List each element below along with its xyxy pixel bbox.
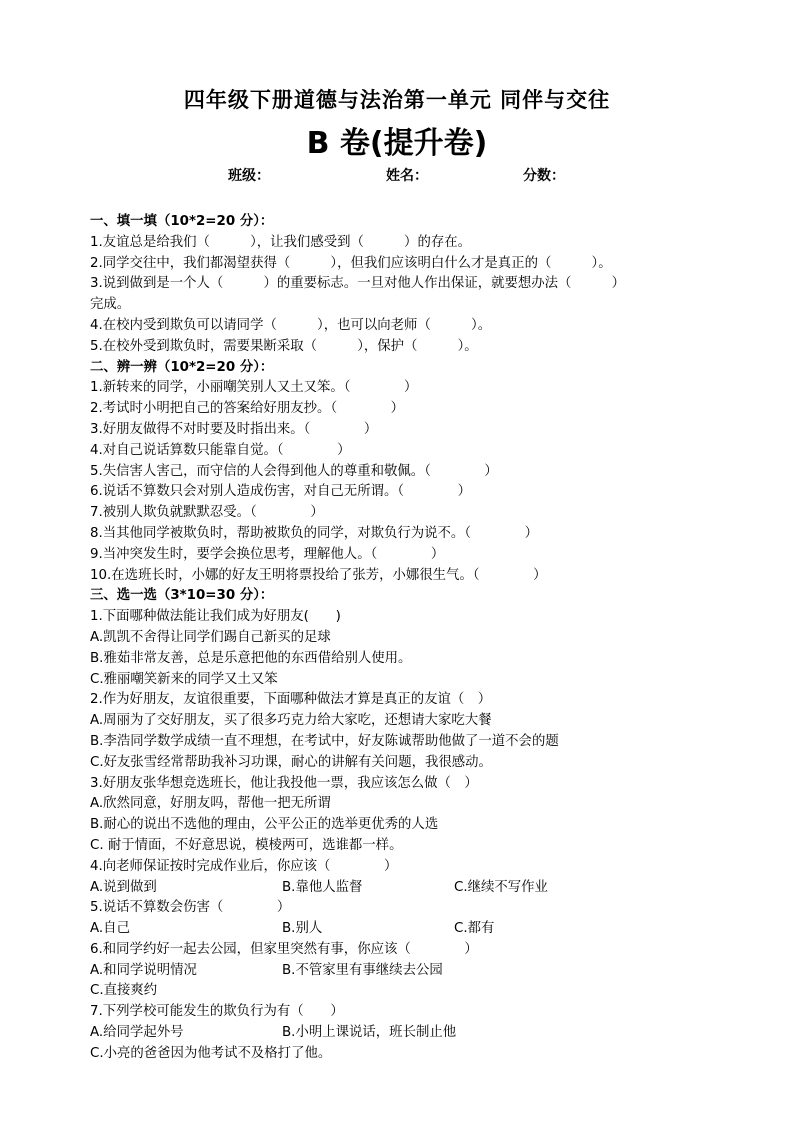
choice-option: A.欣然同意，好朋友吗，帮他一把无所谓 [90,796,331,812]
fill-question: 2.同学交往中，我们都渴望获得（ ），但我们应该明白什么才是真正的（ ）。 [90,255,612,271]
choice-option: C.直接爽约 [90,983,158,999]
judge-question: 1.新转来的同学，小丽嘲笑别人又土又笨。（ ） [90,380,418,396]
choice-question: 2.作为好朋友，友谊很重要，下面哪种做法才算是真正的友谊（ ） [90,692,492,708]
choice-question: 5.说话不算数会伤害（ ） [90,900,291,916]
choice-option: B.小明上课说话，班长制止他 [282,1025,457,1041]
judge-question: 2.考试时小明把自己的答案给好朋友抄。（ ） [90,401,405,417]
choice-option: A.周丽为了交好朋友，买了很多巧克力给大家吃，还想请大家吃大餐 [90,713,492,729]
judge-question: 6.说话不算数只会对别人造成伤害，对自己无所谓。（ ） [90,484,472,500]
choice-question: 4.向老师保证按时完成作业后，你应该（ ） [90,858,398,874]
choice-option: C.继续不写作业 [454,879,548,895]
page-title: 四年级下册道德与法治第一单元 同伴与交往 [183,87,611,112]
choice-question: 6.和同学约好一起去公园，但家里突然有事，你应该（ ） [90,941,478,957]
judge-question: 7.被别人欺负就默默忍受。（ ） [90,505,324,521]
choice-option: B.靠他人监督 [282,879,363,895]
section-heading-choice: 三、选一选（3*10=30 分）： [90,588,274,604]
fill-question: 3.说到做到是一个人（ ）的重要标志。一旦对他人作出保证，就要想办法（ ） [90,276,626,292]
choice-options-row [90,1023,730,1044]
choice-option: A.自己 [90,921,130,937]
fill-question: 5.在校外受到欺负时，需要果断采取（ ），保护（ ）。 [90,338,478,354]
choice-option: B.别人 [282,921,323,937]
choice-option: A.给同学起外号 [90,1025,184,1041]
choice-question: 1.下面哪种做法能让我们成为好朋友( ) [90,609,341,625]
choice-option: B.李浩同学数学成绩一直不理想，在考试中，好友陈诚帮助他做了一道不会的题 [90,733,559,749]
choice-options-row [90,961,730,982]
choice-option: B.雅茹非常友善，总是乐意把他的东西借给别人使用。 [90,650,412,666]
choice-options-row [90,919,730,940]
choice-option: C.好友张雪经常帮助我补习功课，耐心的讲解有关问题，我很感动。 [90,754,492,770]
choice-question: 3.好朋友张华想竞选班长，他让我投他一票，我应该怎么做（ ） [90,775,478,791]
judge-question: 9.当冲突发生时，要学会换位思考，理解他人。（ ） [90,546,445,562]
choice-option: A.凯凯不舍得让同学们踢自己新买的足球 [90,629,331,645]
section-heading-fill: 一、填一填（10*2=20 分）： [90,214,274,229]
section-heading-judge: 二、辨一辨（10*2=20 分）： [90,359,274,375]
choice-option: B.耐心的说出不选他的理由，公平公正的选举更优秀的人选 [90,817,439,833]
choice-question: 7.下列学校可能发生的欺负行为有（ ） [90,1004,344,1020]
judge-question: 4.对自己说话算数只能靠自觉。（ ） [90,442,351,458]
choice-option: A.说到做到 [90,879,157,895]
name-label: 姓名： [386,168,428,184]
choice-option: C.雅丽嘲笑新来的同学又土又笨 [90,671,278,687]
class-label: 班级： [228,168,270,184]
fill-question: 4.在校内受到欺负可以请同学（ ），也可以向老师（ ）。 [90,317,492,333]
score-label: 分数： [523,168,565,184]
page-subtitle: B 卷(提升卷) [306,126,488,161]
judge-question: 5.失信害人害己，而守信的人会得到他人的尊重和敬佩。（ ） [90,463,498,479]
judge-question: 10.在选班长时，小娜的好友王明将票投给了张芳，小娜很生气。（ ） [90,567,547,583]
choice-option: A.和同学说明情况 [90,962,197,978]
fill-question-continued: 完成。 [90,297,131,313]
judge-question: 3.好朋友做得不对时要及时指出来。（ ） [90,421,378,437]
judge-question: 8.当其他同学被欺负时，帮助被欺负的同学，对欺负行为说不。（ ） [90,525,538,541]
choice-option: C.都有 [454,921,495,937]
exam-content [90,212,730,1065]
choice-option: C. 耐于情面，不好意思说，模棱两可，选谁都一样。 [90,837,403,853]
choice-options-row [90,878,730,899]
choice-option: B.不管家里有事继续去公园 [282,962,443,978]
fill-question: 1.友谊总是给我们（ ），让我们感受到（ ）的存在。 [90,234,472,250]
choice-option: C.小亮的爸爸因为他考试不及格打了他。 [90,1045,332,1061]
